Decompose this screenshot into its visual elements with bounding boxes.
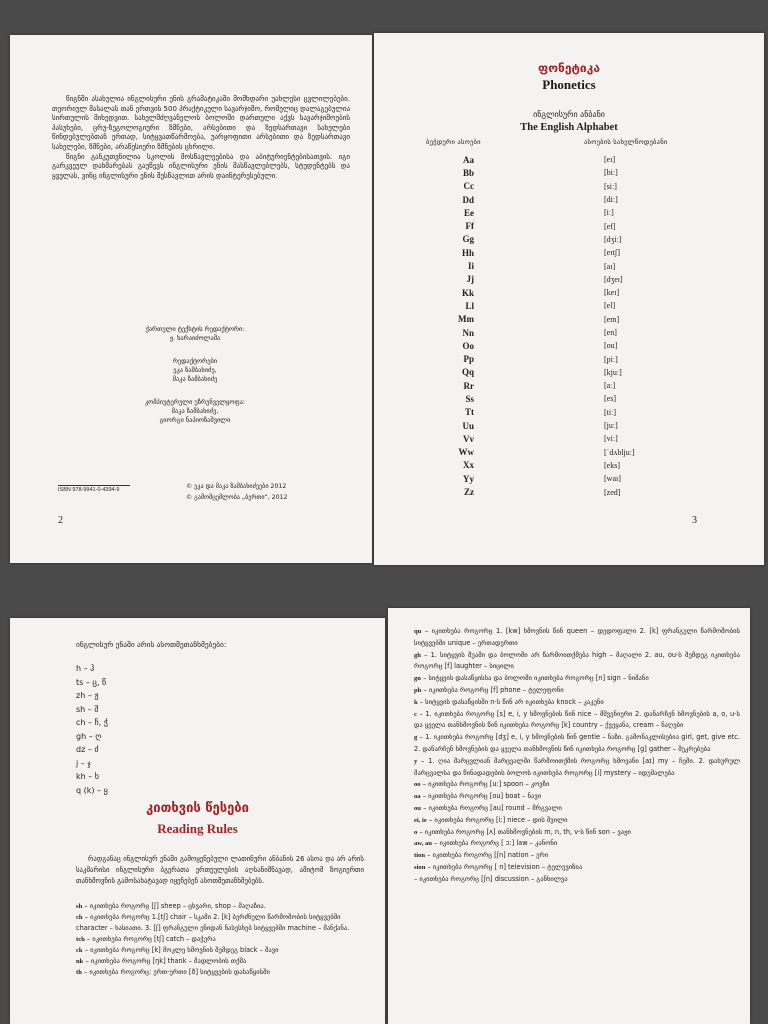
rule-text: – იკითხება როგორც [tʃ] catch – დაჭერა bbox=[84, 935, 216, 943]
alphabet-row bbox=[434, 459, 734, 472]
reading-rule bbox=[414, 791, 740, 803]
reading-rule bbox=[76, 967, 364, 978]
alphabet-row bbox=[434, 432, 734, 445]
alphabet-row bbox=[434, 379, 734, 392]
alphabet-row bbox=[434, 259, 734, 272]
alphabet-row bbox=[434, 166, 734, 179]
letter: Hh bbox=[461, 247, 474, 258]
rule-key: tion bbox=[414, 852, 425, 860]
rule-text: – სიტყვის დასაწყისსა და ბოლოში იკითხება როგორც [n] sign – ნიშანი bbox=[420, 674, 649, 683]
letter-name: [em] bbox=[604, 314, 620, 324]
rule-key: k bbox=[414, 698, 418, 706]
reading-rule bbox=[414, 815, 740, 827]
rule-text: – სიტყვის დასაწყისში n-ს წინ არ იკითხება knock – კაკუნი bbox=[417, 697, 604, 706]
rule-text: – 1. იკითხება როგორც [s] e, i, y ხმოვნების წინ nice – მშვენიერი 2. დანარჩენ ხმოვნების a, o, u-ს და ყველა თანხმოვნის წინ იკითხება როგორც [k] country – ქვეყანა, cream – ნაღები bbox=[414, 709, 740, 730]
rule-key: tch bbox=[76, 936, 85, 943]
reading-rule bbox=[414, 685, 740, 697]
letter-name: [en] bbox=[604, 328, 617, 337]
rule-key: ph bbox=[414, 686, 422, 694]
letter: Yy bbox=[463, 473, 474, 484]
alphabet-row bbox=[434, 180, 734, 193]
letter-name: [keɪ] bbox=[604, 288, 620, 298]
letter-name: [waɪ] bbox=[604, 474, 621, 484]
credit-line: მაკა ზამბახიძე bbox=[172, 375, 218, 383]
combo-item: ts – ც, წ bbox=[76, 677, 107, 687]
reading-rules-list bbox=[76, 901, 364, 978]
letter: Uu bbox=[462, 420, 474, 431]
alphabet-row bbox=[434, 299, 734, 312]
rule-key: ei, ie bbox=[414, 816, 427, 824]
letter-name: [siː] bbox=[604, 181, 617, 191]
reading-rule bbox=[414, 756, 740, 780]
rule-text: – იკითხება როგორც [ʃn] nation – ერი bbox=[425, 851, 549, 860]
letter-name: [dʒeɪ] bbox=[604, 274, 623, 284]
letter: Ff bbox=[465, 221, 474, 232]
rule-text: – იკითხება როგორც [ʃ] sheep – ცხვარი, shop – მაღაზია. bbox=[82, 902, 266, 910]
credit-line: მაკა ზამბახიძე, bbox=[171, 407, 219, 415]
alphabet-row bbox=[434, 419, 734, 432]
combo-item: dz – ძ bbox=[76, 745, 99, 754]
rule-text: – იკითხება როგორც [f] phone – ტელეფონი bbox=[421, 685, 564, 694]
rule-key: ou bbox=[414, 804, 421, 812]
alphabet-row bbox=[434, 313, 734, 326]
alphabet-row bbox=[434, 273, 734, 286]
page-number: 3 bbox=[692, 515, 697, 526]
letter: Vv bbox=[463, 433, 474, 444]
rule-text: – იკითხება როგორც [ n] television – ტელევიზია bbox=[425, 862, 583, 871]
letter-name: [viː] bbox=[604, 434, 618, 444]
letter: Pp bbox=[463, 354, 474, 365]
letter: Rr bbox=[463, 380, 474, 391]
letter-name: [biː] bbox=[604, 168, 618, 178]
copyright-line: © ეკა და მაკა ზამბახიძეები 2012 bbox=[186, 483, 287, 490]
rule-key: g bbox=[414, 734, 418, 742]
column-header-names: ასოების სახელწოდებანი bbox=[584, 138, 668, 146]
credit-block bbox=[70, 357, 320, 384]
rule-key: nk bbox=[76, 958, 84, 965]
rule-key: sh bbox=[76, 903, 83, 910]
letter-name: [piː] bbox=[604, 354, 618, 364]
rule-key: ch bbox=[76, 914, 83, 921]
credits bbox=[70, 325, 320, 439]
phonetics-title: Phonetics bbox=[542, 77, 596, 92]
copyright-line: © გამომცემლობა „ბერთი“, 2012 bbox=[186, 494, 288, 501]
reading-rule bbox=[76, 912, 364, 934]
letter: Ee bbox=[464, 207, 474, 218]
reading-rule bbox=[414, 827, 740, 839]
credit-line: გიორგი ნაპიოზაშვილი bbox=[159, 416, 231, 424]
rule-text: – იკითხება როგორც [uː] spoon – კოვზი bbox=[420, 780, 550, 789]
letter: Dd bbox=[462, 194, 474, 205]
reading-rule bbox=[414, 874, 740, 886]
reading-rule bbox=[76, 945, 364, 956]
rule-text: – იკითხება როგორც [iː] niece – დის შვილი bbox=[426, 815, 568, 824]
combo-item: h – ჰ bbox=[76, 664, 95, 673]
rule-key: c bbox=[414, 710, 417, 718]
rule-text: – 1. სიტყვის შუაში და ბოლოში არ წარმოითქმება high – მაღალი 2. au, ou-ს შემდეგ იკითხება როგორც [f] laughter – სიცილი bbox=[414, 650, 740, 671]
reading-rule bbox=[414, 650, 740, 674]
reading-rule bbox=[414, 862, 740, 874]
alphabet-row bbox=[434, 472, 734, 485]
letter: Xx bbox=[463, 460, 474, 471]
alphabet-row bbox=[434, 326, 734, 339]
letter-name: [tiː] bbox=[604, 407, 616, 417]
rule-text: – იკითხება როგორც [au] round – მრგვალი bbox=[420, 803, 562, 812]
letter-name: [diː] bbox=[604, 195, 618, 205]
letter-name: [iː] bbox=[604, 208, 614, 218]
rule-text: – იკითხება როგორც: ერთ-ერთი [ð] სიტყვების დასაწყისში bbox=[81, 968, 270, 976]
letter: Qq bbox=[461, 367, 474, 378]
alphabet-row bbox=[434, 246, 734, 259]
combo-item: sh – შ bbox=[76, 704, 99, 714]
letter-name: [dʒiː] bbox=[604, 234, 622, 244]
page-5 bbox=[388, 608, 750, 1024]
alphabet-row bbox=[434, 233, 734, 246]
credit-line: ჟ. ხარაიძოლაშა bbox=[169, 334, 221, 342]
letter: Kk bbox=[461, 287, 474, 298]
reading-rule bbox=[414, 803, 740, 815]
letter-name: [ou] bbox=[604, 341, 618, 351]
letter-name: [kjuː] bbox=[604, 367, 622, 377]
reading-rule bbox=[414, 673, 740, 685]
letter: Oo bbox=[462, 340, 474, 351]
alphabet-row bbox=[434, 406, 734, 419]
rule-text: – 1. ღია მარცვლიან მარცვალში წარმოითქმის როგორც ხმოვანი [aɪ] my – ჩემი. 2. დახურულ მარცვალსა და წინადადების ბოლოს იკითხება როგორც [i] mystery – იდუმალება bbox=[414, 756, 740, 777]
rule-text: – იკითხება როგორც [ ɔː] law – კანონი bbox=[431, 839, 558, 848]
reading-rules-title: Reading Rules bbox=[157, 821, 238, 836]
phonetics-title-geo: ფონეტიკა bbox=[538, 61, 600, 75]
rule-key: ck bbox=[76, 947, 83, 954]
letter-name: [eɪ] bbox=[604, 155, 616, 165]
alphabet-row bbox=[434, 485, 734, 498]
alphabet-row bbox=[434, 206, 734, 219]
credit-block bbox=[70, 325, 320, 343]
rule-text: – 1. იკითხება როგორც [dʒ] e, i, y ხმოვნების წინ gentle – ნაზი. გამონაკლისებია girl, get, give etc. 2. დანარჩენ ხმოვნების და ყველა თანხმოვნის წინ იკითხება როგორც [g] gather – შეკრებება bbox=[414, 733, 740, 753]
consonant-combos-list bbox=[76, 662, 108, 797]
letter: Jj bbox=[466, 274, 474, 285]
rule-text: – იკითხება როგორც 1. [kw] ხმოვნის წინ queen – დედოფალი 2. [k] ფრანგული წარმოშობის სიტყვებში unique – ერთადერთი bbox=[414, 627, 740, 647]
letter: Bb bbox=[462, 167, 474, 178]
reading-rule bbox=[414, 838, 740, 850]
rule-key: gn bbox=[414, 675, 421, 683]
reading-rule bbox=[76, 956, 364, 967]
letter: Gg bbox=[462, 234, 474, 245]
letter-name: [aɪ] bbox=[604, 261, 616, 271]
letter: Cc bbox=[463, 181, 474, 192]
rule-key: y bbox=[414, 757, 418, 765]
reading-rule bbox=[414, 709, 740, 733]
letter-name: [eks] bbox=[604, 460, 620, 470]
alphabet-row bbox=[434, 153, 734, 166]
credit-block bbox=[70, 398, 320, 425]
letter: Ii bbox=[467, 261, 474, 272]
rule-text: – იკითხება როგორც [k] მოკლე ხმოვნის შემდეგ black – შავი bbox=[82, 946, 279, 954]
letter-name: [es] bbox=[604, 394, 616, 404]
alphabet-table bbox=[434, 153, 734, 499]
alphabet-row bbox=[434, 446, 734, 459]
letter: Mm bbox=[458, 314, 474, 325]
rule-key: th bbox=[76, 969, 82, 976]
rule-text: – იკითხება როგორც [ŋk] thank – მადლობის თქმა bbox=[83, 957, 247, 965]
alphabet-row bbox=[434, 366, 734, 379]
alphabet-row bbox=[434, 339, 734, 352]
letter-name: [ef] bbox=[604, 221, 616, 231]
letter-name: [juː] bbox=[604, 421, 618, 431]
letter-name: [el] bbox=[604, 301, 616, 311]
rule-key: aw, au bbox=[414, 840, 432, 848]
alphabet-title-geo: ინგლისური ანბანი bbox=[533, 110, 605, 119]
reading-rule bbox=[414, 626, 740, 650]
reading-rules-list bbox=[414, 626, 740, 886]
letter-name: [ˈdʌbljuː] bbox=[604, 447, 635, 457]
rule-key: o bbox=[414, 828, 418, 836]
reading-rule bbox=[414, 732, 740, 756]
credit-line: რედაქტორები bbox=[172, 357, 218, 365]
letter: Aa bbox=[463, 154, 474, 165]
letter: Ss bbox=[465, 393, 474, 404]
reading-rule bbox=[76, 901, 364, 912]
copyright bbox=[186, 481, 287, 503]
intro-text bbox=[52, 95, 350, 181]
letter-name: [zed] bbox=[604, 487, 621, 497]
reading-rule bbox=[414, 850, 740, 862]
reading-rule bbox=[414, 779, 740, 791]
isbn-rule bbox=[58, 485, 130, 486]
alphabet-row bbox=[434, 219, 734, 232]
page-2 bbox=[10, 35, 372, 563]
rule-key: gh bbox=[414, 651, 421, 659]
letter: Ll bbox=[465, 300, 474, 311]
rule-text: – იკითხება როგორც [ou] boat – ნავი bbox=[420, 792, 542, 801]
column-header-letters: ბეჭდური ასოები bbox=[426, 138, 481, 146]
reading-rule bbox=[414, 697, 740, 709]
combo-item: j – ჯ bbox=[76, 758, 91, 768]
alphabet-title: The English Alphabet bbox=[520, 122, 618, 133]
reading-rule bbox=[76, 934, 364, 945]
page-number: 2 bbox=[58, 515, 63, 526]
intro-paragraph: წიგნი განკუთვნილია სკოლის მოსწავლეებისა და აბიტურიენტებისათვის. იგი გარკვეულ დახმარებას გაუწევს ინგლისური ენის მასწავლებლებს, სტუდენტებს და ყველას, ვინც ინგლისური ენის შესწავლით არის დაინტერესებული. bbox=[52, 152, 350, 180]
page-3 bbox=[374, 33, 764, 565]
rule-key: qu bbox=[414, 628, 422, 635]
alphabet-row bbox=[434, 193, 734, 206]
letter: Ww bbox=[458, 447, 474, 458]
consonant-combos-heading: ინგლისურ ენაში არის ასოთშეთანხმებები: bbox=[76, 640, 227, 649]
isbn: ISBN 978-9941-0-4394-9 bbox=[58, 487, 120, 493]
alphabet-row bbox=[434, 392, 734, 405]
reading-rules-title-geo: კითხვის წესები bbox=[146, 801, 249, 816]
page-4 bbox=[10, 618, 385, 1024]
combo-item: ch – ჩ, ჭ bbox=[76, 718, 108, 727]
credit-line: ეკა ზამბახიძე, bbox=[173, 366, 217, 374]
rule-text: – იკითხება როგორც 1.[tʃ] chair – სკამი 2. [k] ბერძნული წარმოშობის სიტყვებში character – ხასიათი. 3. [ʃ] ფრანგული ენიდან ნასესხებ სიტყვებში machine – მანქანა. bbox=[76, 913, 350, 932]
letter-name: [eɪtʃ] bbox=[604, 248, 620, 258]
rule-text: – იკითხება როგორც [ʌ] თანხმოვნების m, n, th, v-ს წინ son – ვაჟი bbox=[417, 827, 631, 836]
rule-key: oa bbox=[414, 793, 421, 801]
rule-key: sion bbox=[414, 863, 426, 871]
letter: Zz bbox=[464, 487, 474, 498]
intro-paragraph: წიგნში ასახულია ინგლისური ენის გრამატიკაში მომხდარი უახლესი ცვლილებები. თეორიულ მასალას თან ერთვის 500 პრაქტიკული სავარჯიშო, რომელიც დალაგებულია სირთულის მიხედვით. სახელმძღვანელოს ბოლოში დართული აქვს სავარჯიშოების პასუხები, ცრუ-ზეგოლოგიური ზმნები, არსებითი და ზედსართავი სახელები წინდებულებთან ერთად, სიტყვათწარმოება, უარყოფითი არსებითი და ზედსართავი სახელები, ზმნები, არაწესიერი ზმნების ცხრილი. bbox=[52, 95, 350, 151]
letter: Tt bbox=[465, 407, 474, 418]
reading-rules-intro: რადგანაც ინგლისურ ენაში გამოყენებული ლათინური ანბანის 26 ასოა და არ არის საკმარისი ინგლისური ბგერათა ერთეულების აღსანიშნავად, ამიტომ ზოგიერთი თანხმოვნის გამოსახატავად იყენებენ ასოთშეთანხმებებს. bbox=[76, 855, 364, 885]
alphabet-row bbox=[434, 286, 734, 299]
credit-line: კომპიუტერული უზრუნველყოფა: bbox=[144, 398, 246, 406]
combo-item: q (k) – ყ bbox=[76, 785, 108, 795]
credit-line: ქართული ტექსტის რედაქტორი: bbox=[145, 325, 245, 333]
alphabet-row bbox=[434, 352, 734, 365]
combo-item: gh – ღ bbox=[76, 731, 102, 741]
rule-key: oo bbox=[414, 781, 421, 789]
letter-name: [aː] bbox=[604, 381, 616, 391]
combo-item: kh – ხ bbox=[76, 772, 99, 781]
combo-item: zh – ჟ bbox=[76, 691, 99, 700]
rule-text: – იკითხება როგორც [ʃn] discussion – განხილვა bbox=[414, 874, 568, 883]
letter: Nn bbox=[462, 327, 474, 338]
